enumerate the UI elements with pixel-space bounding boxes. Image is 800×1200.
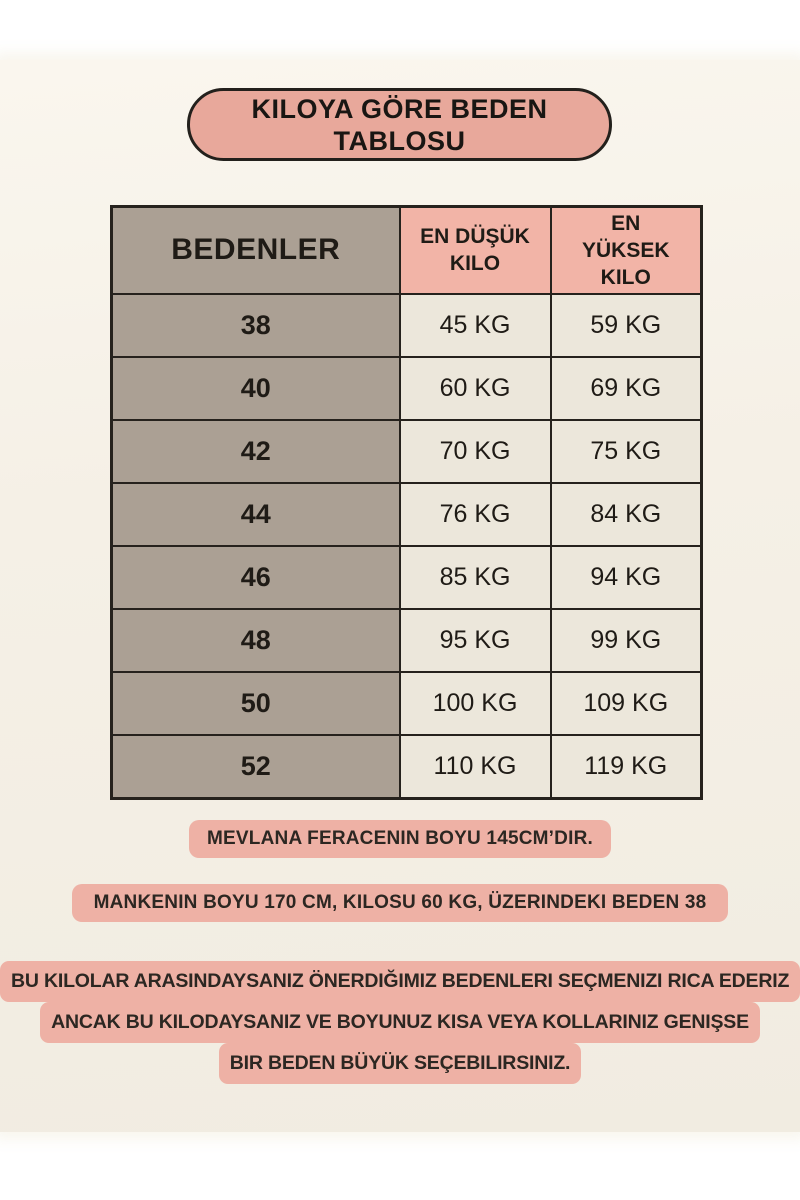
advice-line-1-text: BU KILOLAR ARASINDAYSANIZ ÖNERDIĞIMIZ BEDENLERI SEÇMENIZI RICA EDERIZ — [0, 961, 800, 1002]
header-cell-max-kilo: EN YÜKSEK KILO — [551, 207, 702, 294]
size-cell: 50 — [112, 672, 400, 735]
max-kilo-cell: 59 KG — [551, 294, 702, 357]
header-cell-bedenler: BEDENLER — [112, 207, 400, 294]
table-row — [112, 483, 702, 546]
min-kilo-cell: 45 KG — [400, 294, 551, 357]
table-row — [112, 672, 702, 735]
advice-line-2-text: ANCAK BU KILODAYSANIZ VE BOYUNUZ KISA VEYA KOLLARINIZ GENIŞSE — [40, 1002, 760, 1043]
table-row — [112, 609, 702, 672]
size-cell: 42 — [112, 420, 400, 483]
size-table-body — [112, 294, 702, 799]
min-kilo-cell: 85 KG — [400, 546, 551, 609]
max-kilo-cell: 94 KG — [551, 546, 702, 609]
advice-line — [0, 961, 800, 1002]
table-row — [112, 420, 702, 483]
max-kilo-cell: 69 KG — [551, 357, 702, 420]
min-kilo-cell: 100 KG — [400, 672, 551, 735]
advice-line — [0, 1002, 800, 1043]
size-cell: 44 — [112, 483, 400, 546]
max-kilo-cell: 99 KG — [551, 609, 702, 672]
table-row — [112, 357, 702, 420]
advice-line-3-text: BIR BEDEN BÜYÜK SEÇEBILIRSINIZ. — [219, 1043, 582, 1084]
title-line-2: TABLOSU — [333, 125, 466, 156]
max-kilo-cell: 84 KG — [551, 483, 702, 546]
max-kilo-cell: 75 KG — [551, 420, 702, 483]
min-kilo-cell: 95 KG — [400, 609, 551, 672]
min-kilo-cell: 70 KG — [400, 420, 551, 483]
header-cell-min-kilo: EN DÜŞÜK KILO — [400, 207, 551, 294]
size-table-header-row — [112, 207, 702, 294]
min-kilo-cell: 76 KG — [400, 483, 551, 546]
size-cell: 40 — [112, 357, 400, 420]
size-cell: 52 — [112, 735, 400, 799]
size-cell: 48 — [112, 609, 400, 672]
min-kilo-cell: 60 KG — [400, 357, 551, 420]
max-kilo-cell: 109 KG — [551, 672, 702, 735]
min-kilo-cell: 110 KG — [400, 735, 551, 799]
table-row — [112, 735, 702, 799]
advice-text — [0, 961, 800, 1084]
table-row — [112, 294, 702, 357]
note-ferace-length — [0, 820, 800, 858]
table-row — [112, 546, 702, 609]
size-table — [110, 205, 703, 800]
size-cell: 46 — [112, 546, 400, 609]
note-model-info-text: MANKENIN BOYU 170 CM, KILOSU 60 KG, ÜZERINDEKI BEDEN 38 — [72, 884, 729, 922]
size-cell: 38 — [112, 294, 400, 357]
note-ferace-length-text: MEVLANA FERACENIN BOYU 145CM’DIR. — [189, 820, 611, 858]
title-badge — [187, 88, 612, 161]
title-line-1: KILOYA GÖRE BEDEN — [251, 93, 548, 124]
advice-line — [0, 1043, 800, 1084]
max-kilo-cell: 119 KG — [551, 735, 702, 799]
note-model-info — [0, 884, 800, 922]
